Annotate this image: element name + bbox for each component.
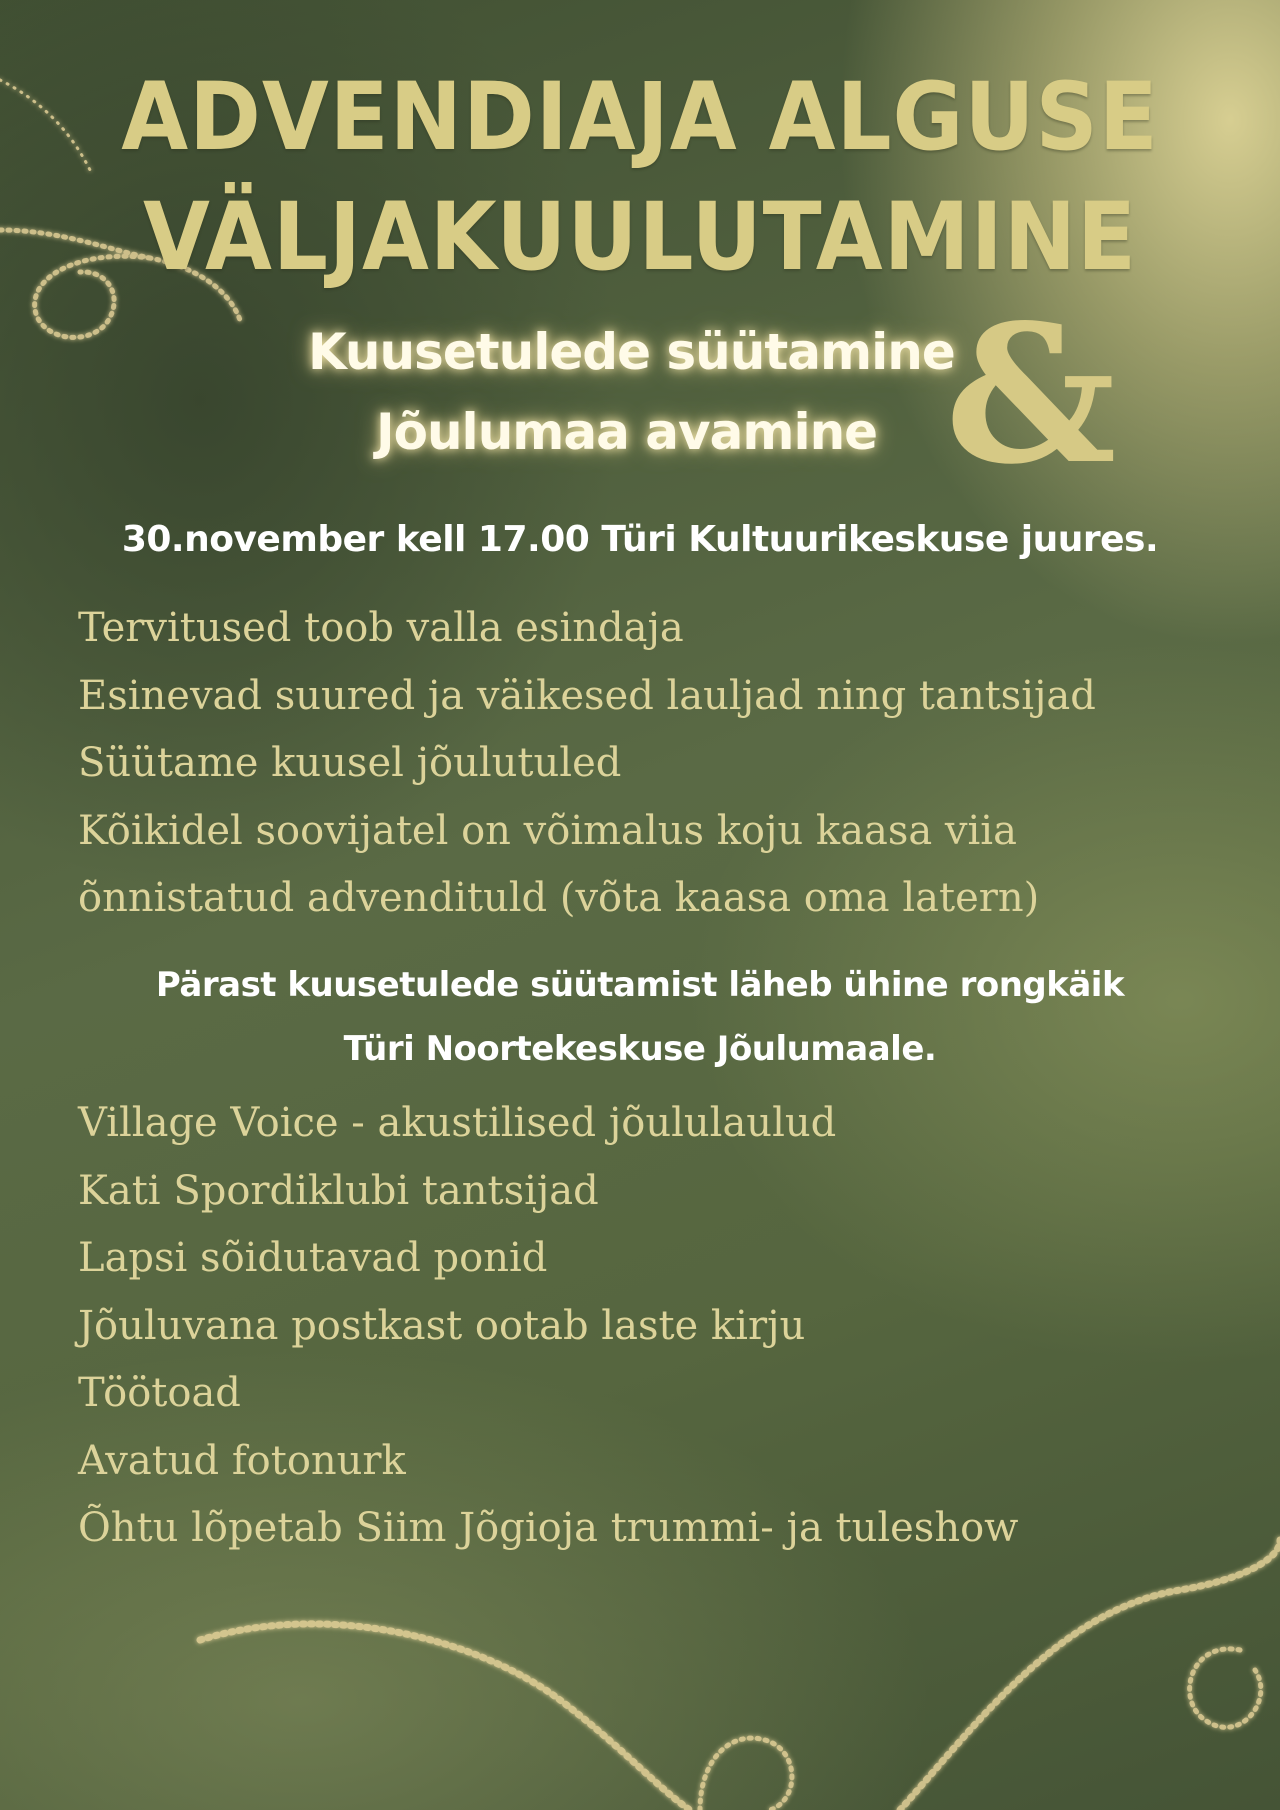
- program-list-part-2: [78, 1090, 1018, 1563]
- main-title-line-2: VÄLJAKUULUTAMINE: [142, 183, 1138, 292]
- program-list-part-1: [78, 595, 1096, 933]
- list-item: Kati Spordiklubi tantsijad: [78, 1167, 599, 1214]
- bottom-swirl: [200, 1624, 690, 1810]
- main-title-line-1: ADVENDIAJA ALGUSE: [121, 63, 1159, 172]
- procession-line-2: Türi Noortekeskuse Jõulumaale.: [343, 1029, 937, 1069]
- subtitle-line-2: Jõulumaa avamine: [376, 403, 878, 461]
- procession-line-1: Pärast kuusetulede süütamist läheb ühine rongkäik: [155, 965, 1125, 1005]
- list-item: Lapsi sõidutavad ponid: [78, 1235, 548, 1281]
- list-item: Töötoad: [78, 1370, 241, 1416]
- list-item: Kõikidel soovijatel on võimalus koju kaasa viia: [78, 807, 1017, 854]
- list-item: Süütame kuusel jõulutuled: [78, 740, 622, 786]
- subtitle-line-1: Kuusetulede süütamine: [308, 323, 955, 381]
- list-item: õnnistatud advendituld (võta kaasa oma latern): [78, 875, 1040, 921]
- list-item: Jõuluvana postkast ootab laste kirju: [78, 1302, 806, 1349]
- list-item: Esinevad suured ja väikesed lauljad ning tantsijad: [78, 672, 1096, 719]
- ampersand-ornament: &: [945, 283, 1117, 506]
- list-item: Õhtu lõpetab Siim Jõgioja trummi- ja tuleshow: [78, 1505, 1019, 1551]
- event-date-location: 30.november kell 17.00 Türi Kultuurikeskuse juures.: [121, 519, 1159, 560]
- bottom-right-swirl: [900, 1540, 1280, 1810]
- list-item: Village Voice - akustilised jõululaulud: [78, 1100, 837, 1146]
- list-item: Tervitused toob valla esindaja: [78, 605, 684, 651]
- list-item: Avatud fotonurk: [78, 1437, 406, 1484]
